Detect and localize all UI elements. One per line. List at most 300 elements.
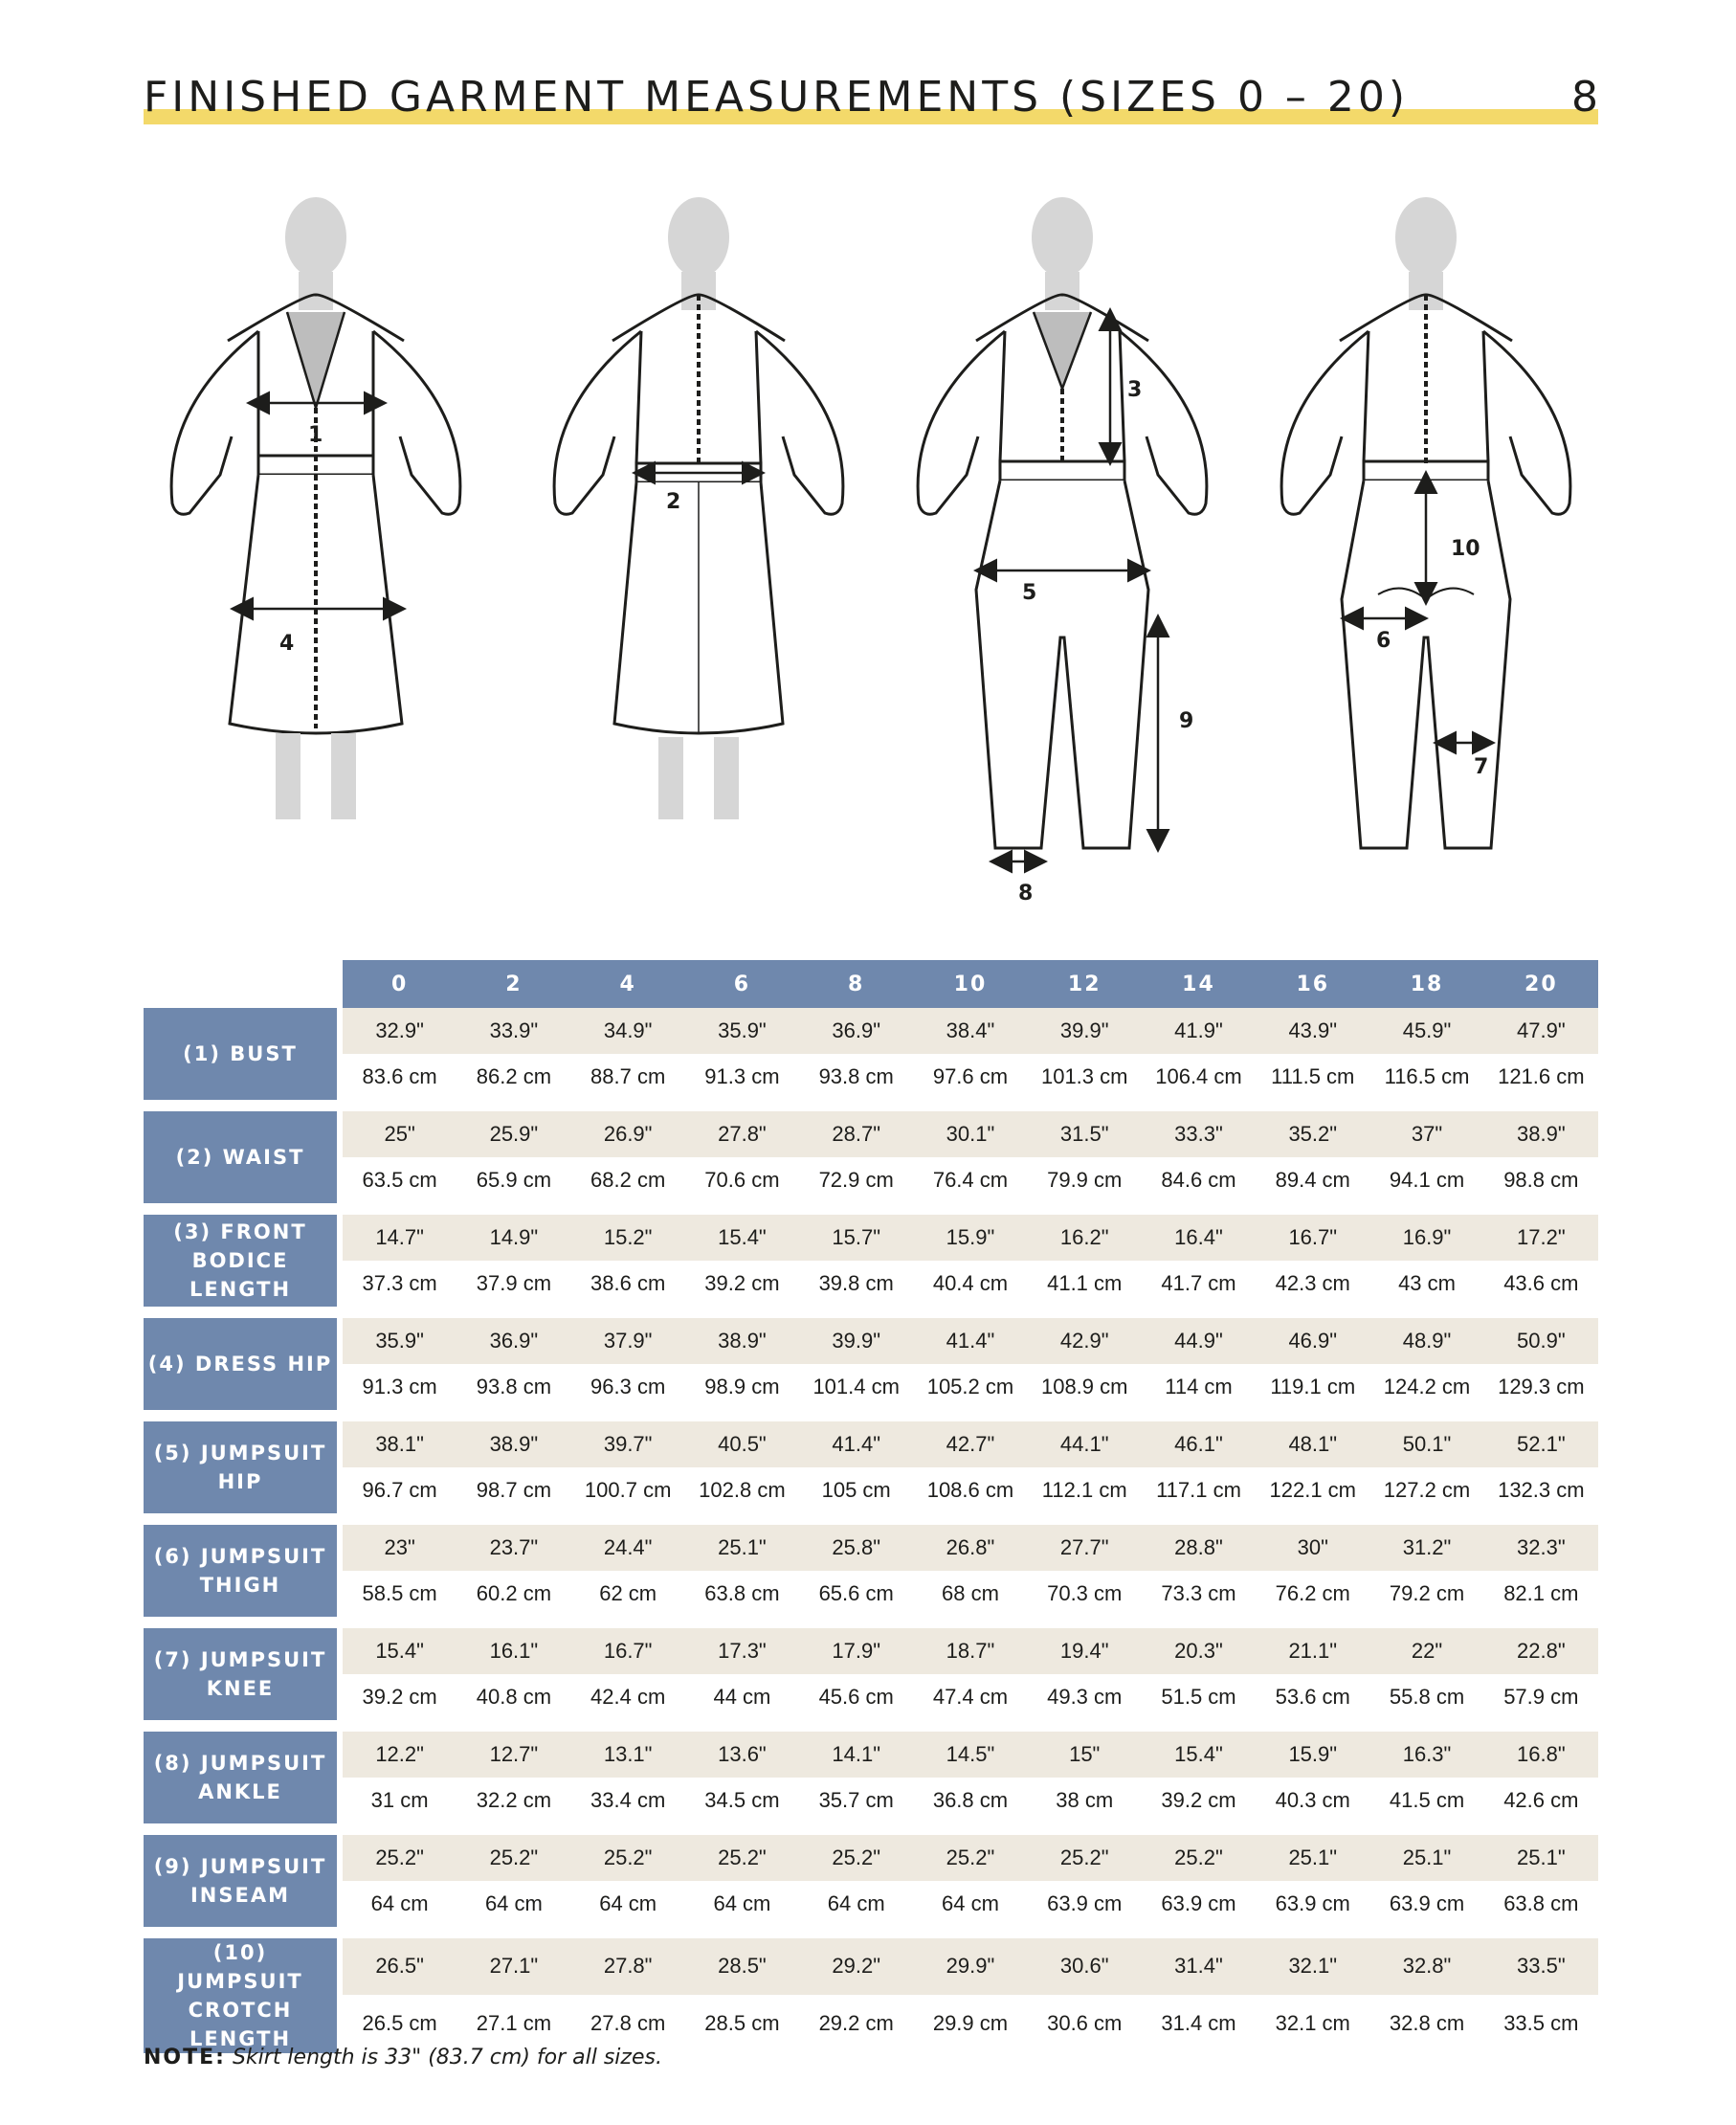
value-inches: 25.1" — [1484, 1835, 1598, 1881]
figure-dress-back — [554, 197, 843, 819]
value-inches: 26.9" — [571, 1111, 685, 1157]
value-cm: 93.8 cm — [799, 1054, 913, 1111]
value-cm: 42.4 cm — [571, 1674, 685, 1732]
value-cm: 119.1 cm — [1256, 1364, 1369, 1421]
footnote — [144, 2046, 662, 2069]
size-header: 6 — [685, 960, 799, 1008]
value-cm: 101.3 cm — [1028, 1054, 1142, 1111]
value-inches: 47.9" — [1484, 1008, 1598, 1054]
value-cm: 63.9 cm — [1256, 1881, 1369, 1938]
value-cm: 117.1 cm — [1142, 1467, 1256, 1525]
table-row-imperial — [144, 1628, 1598, 1674]
value-cm: 132.3 cm — [1484, 1467, 1598, 1525]
value-inches: 17.2" — [1484, 1215, 1598, 1261]
value-cm: 127.2 cm — [1369, 1467, 1483, 1525]
note-label: NOTE: — [144, 2046, 226, 2069]
figure-jumpsuit-front — [918, 197, 1207, 861]
table-row-imperial — [144, 1938, 1598, 1995]
value-cm: 76.2 cm — [1256, 1571, 1369, 1628]
value-inches: 16.7" — [571, 1628, 685, 1674]
value-inches: 24.4" — [571, 1525, 685, 1571]
value-cm: 89.4 cm — [1256, 1157, 1369, 1215]
size-header: 8 — [799, 960, 913, 1008]
value-inches: 36.9" — [799, 1008, 913, 1054]
value-inches: 12.7" — [456, 1732, 570, 1778]
value-inches: 14.5" — [913, 1732, 1027, 1778]
value-inches: 20.3" — [1142, 1628, 1256, 1674]
measurement-label — [144, 1421, 343, 1525]
measurement-table — [144, 960, 1598, 2065]
value-cm: 41.7 cm — [1142, 1261, 1256, 1318]
garment-illustrations — [144, 188, 1598, 915]
size-header-row — [144, 960, 1598, 1008]
value-cm: 94.1 cm — [1369, 1157, 1483, 1215]
value-inches: 50.9" — [1484, 1318, 1598, 1364]
measurement-rows — [144, 1008, 1598, 2065]
table-row-metric — [144, 1364, 1598, 1421]
value-inches: 48.1" — [1256, 1421, 1369, 1467]
measurement-label — [144, 1835, 343, 1938]
table-row-imperial — [144, 1835, 1598, 1881]
note-text: Skirt length is 33" (83.7 cm) for all sizes. — [232, 2046, 662, 2069]
measurement-label-line: LENGTH — [189, 1278, 292, 1301]
value-cm: 40.4 cm — [913, 1261, 1027, 1318]
value-cm: 32.8 cm — [1369, 1995, 1483, 2065]
value-inches: 28.5" — [685, 1938, 799, 1995]
measure-label-9: 9 — [1179, 709, 1194, 733]
value-inches: 32.9" — [343, 1008, 456, 1054]
value-inches: 28.8" — [1142, 1525, 1256, 1571]
value-cm: 40.8 cm — [456, 1674, 570, 1732]
size-header: 10 — [913, 960, 1027, 1008]
value-inches: 25.2" — [571, 1835, 685, 1881]
value-inches: 42.9" — [1028, 1318, 1142, 1364]
value-inches: 25.2" — [913, 1835, 1027, 1881]
size-header: 12 — [1028, 960, 1142, 1008]
value-cm: 112.1 cm — [1028, 1467, 1142, 1525]
value-cm: 64 cm — [343, 1881, 456, 1938]
value-cm: 42.6 cm — [1484, 1778, 1598, 1835]
value-cm: 76.4 cm — [913, 1157, 1027, 1215]
value-inches: 35.9" — [685, 1008, 799, 1054]
value-inches: 27.8" — [685, 1111, 799, 1157]
value-cm: 43.6 cm — [1484, 1261, 1598, 1318]
value-inches: 32.8" — [1369, 1938, 1483, 1995]
value-inches: 12.2" — [343, 1732, 456, 1778]
value-inches: 18.7" — [913, 1628, 1027, 1674]
value-cm: 70.6 cm — [685, 1157, 799, 1215]
measurement-label-line: ANKLE — [198, 1780, 282, 1803]
value-cm: 40.3 cm — [1256, 1778, 1369, 1835]
value-cm: 32.1 cm — [1256, 1995, 1369, 2065]
value-inches: 25" — [343, 1111, 456, 1157]
value-cm: 64 cm — [456, 1881, 570, 1938]
value-inches: 25.2" — [1142, 1835, 1256, 1881]
value-inches: 17.3" — [685, 1628, 799, 1674]
value-inches: 46.1" — [1142, 1421, 1256, 1467]
measurement-label — [144, 1628, 343, 1732]
value-cm: 44 cm — [685, 1674, 799, 1732]
value-inches: 38.9" — [456, 1421, 570, 1467]
value-cm: 79.9 cm — [1028, 1157, 1142, 1215]
value-inches: 16.7" — [1256, 1215, 1369, 1261]
value-inches: 26.8" — [913, 1525, 1027, 1571]
value-cm: 72.9 cm — [799, 1157, 913, 1215]
value-cm: 108.9 cm — [1028, 1364, 1142, 1421]
measurement-label-line: THIGH — [199, 1574, 281, 1597]
value-inches: 25.9" — [456, 1111, 570, 1157]
measurement-label-line: LENGTH — [189, 2027, 292, 2050]
value-cm: 70.3 cm — [1028, 1571, 1142, 1628]
garment-figures-svg — [144, 188, 1598, 915]
value-inches: 15.9" — [913, 1215, 1027, 1261]
measurement-label — [144, 1215, 343, 1318]
value-cm: 62 cm — [571, 1571, 685, 1628]
value-cm: 105.2 cm — [913, 1364, 1027, 1421]
value-cm: 27.8 cm — [571, 1995, 685, 2065]
value-inches: 21.1" — [1256, 1628, 1369, 1674]
measure-label-4: 4 — [279, 632, 295, 656]
value-inches: 42.7" — [913, 1421, 1027, 1467]
value-cm: 28.5 cm — [685, 1995, 799, 2065]
value-inches: 25.2" — [343, 1835, 456, 1881]
value-cm: 29.2 cm — [799, 1995, 913, 2065]
value-cm: 37.9 cm — [456, 1261, 570, 1318]
value-cm: 111.5 cm — [1256, 1054, 1369, 1111]
value-inches: 38.9" — [1484, 1111, 1598, 1157]
table-row-metric — [144, 1778, 1598, 1835]
value-cm: 45.6 cm — [799, 1674, 913, 1732]
table-row-imperial — [144, 1732, 1598, 1778]
table-row-imperial — [144, 1421, 1598, 1467]
value-inches: 30.1" — [913, 1111, 1027, 1157]
value-cm: 41.1 cm — [1028, 1261, 1142, 1318]
value-inches: 52.1" — [1484, 1421, 1598, 1467]
value-inches: 36.9" — [456, 1318, 570, 1364]
value-inches: 41.4" — [799, 1421, 913, 1467]
value-cm: 53.6 cm — [1256, 1674, 1369, 1732]
value-inches: 13.6" — [685, 1732, 799, 1778]
table-row-metric — [144, 1881, 1598, 1938]
value-inches: 45.9" — [1369, 1008, 1483, 1054]
measure-label-7: 7 — [1474, 755, 1489, 779]
measurement-label-line: (2) WAIST — [175, 1146, 305, 1169]
value-cm: 43 cm — [1369, 1261, 1483, 1318]
value-inches: 48.9" — [1369, 1318, 1483, 1364]
value-cm: 97.6 cm — [913, 1054, 1027, 1111]
measure-label-10: 10 — [1451, 537, 1480, 561]
measurement-label — [144, 1525, 343, 1628]
value-cm: 31 cm — [343, 1778, 456, 1835]
value-inches: 25.1" — [685, 1525, 799, 1571]
value-inches: 25.2" — [1028, 1835, 1142, 1881]
value-cm: 63.9 cm — [1369, 1881, 1483, 1938]
measurement-label-line: KNEE — [206, 1677, 275, 1700]
measurement-label-line: CROTCH — [188, 1999, 293, 2022]
value-cm: 98.7 cm — [456, 1467, 570, 1525]
value-cm: 51.5 cm — [1142, 1674, 1256, 1732]
value-inches: 27.8" — [571, 1938, 685, 1995]
value-cm: 39.8 cm — [799, 1261, 913, 1318]
value-inches: 22" — [1369, 1628, 1483, 1674]
value-cm: 31.4 cm — [1142, 1995, 1256, 2065]
value-inches: 38.1" — [343, 1421, 456, 1467]
value-cm: 106.4 cm — [1142, 1054, 1256, 1111]
page-number: 8 — [1571, 73, 1598, 122]
size-header: 18 — [1369, 960, 1483, 1008]
measurement-label-line: (9) JUMPSUIT — [153, 1855, 327, 1878]
value-cm: 57.9 cm — [1484, 1674, 1598, 1732]
value-cm: 29.9 cm — [913, 1995, 1027, 2065]
header-corner — [144, 960, 343, 1008]
value-inches: 15.2" — [571, 1215, 685, 1261]
value-cm: 42.3 cm — [1256, 1261, 1369, 1318]
value-inches: 30.6" — [1028, 1938, 1142, 1995]
value-inches: 41.9" — [1142, 1008, 1256, 1054]
value-inches: 39.9" — [1028, 1008, 1142, 1054]
measurement-label — [144, 1318, 343, 1421]
value-inches: 25.8" — [799, 1525, 913, 1571]
value-inches: 15.9" — [1256, 1732, 1369, 1778]
value-cm: 82.1 cm — [1484, 1571, 1598, 1628]
value-inches: 13.1" — [571, 1732, 685, 1778]
value-inches: 50.1" — [1369, 1421, 1483, 1467]
value-cm: 98.8 cm — [1484, 1157, 1598, 1215]
value-inches: 30" — [1256, 1525, 1369, 1571]
value-cm: 32.2 cm — [456, 1778, 570, 1835]
value-inches: 25.2" — [685, 1835, 799, 1881]
value-inches: 38.4" — [913, 1008, 1027, 1054]
value-cm: 41.5 cm — [1369, 1778, 1483, 1835]
value-cm: 63.5 cm — [343, 1157, 456, 1215]
value-cm: 47.4 cm — [913, 1674, 1027, 1732]
value-cm: 36.8 cm — [913, 1778, 1027, 1835]
value-inches: 43.9" — [1256, 1008, 1369, 1054]
value-cm: 65.9 cm — [456, 1157, 570, 1215]
value-inches: 34.9" — [571, 1008, 685, 1054]
measure-label-5: 5 — [1022, 581, 1037, 605]
measurement-label-line: (3) FRONT — [173, 1220, 307, 1243]
value-cm: 114 cm — [1142, 1364, 1256, 1421]
size-header: 0 — [343, 960, 456, 1008]
value-inches: 22.8" — [1484, 1628, 1598, 1674]
page-header — [144, 71, 1598, 124]
value-cm: 34.5 cm — [685, 1778, 799, 1835]
size-header: 2 — [456, 960, 570, 1008]
value-cm: 58.5 cm — [343, 1571, 456, 1628]
measure-label-6: 6 — [1376, 629, 1391, 653]
value-cm: 39.2 cm — [343, 1674, 456, 1732]
table-row-imperial — [144, 1008, 1598, 1054]
table-row-metric — [144, 1157, 1598, 1215]
measure-label-8: 8 — [1018, 882, 1034, 906]
value-inches: 17.9" — [799, 1628, 913, 1674]
value-cm: 33.4 cm — [571, 1778, 685, 1835]
measurement-label — [144, 1008, 343, 1111]
measure-label-1: 1 — [308, 423, 323, 447]
value-inches: 26.5" — [343, 1938, 456, 1995]
value-cm: 88.7 cm — [571, 1054, 685, 1111]
value-cm: 105 cm — [799, 1467, 913, 1525]
value-inches: 16.4" — [1142, 1215, 1256, 1261]
value-cm: 65.6 cm — [799, 1571, 913, 1628]
value-cm: 91.3 cm — [343, 1364, 456, 1421]
value-cm: 63.9 cm — [1142, 1881, 1256, 1938]
value-cm: 73.3 cm — [1142, 1571, 1256, 1628]
value-inches: 16.9" — [1369, 1215, 1483, 1261]
value-inches: 15.7" — [799, 1215, 913, 1261]
value-cm: 93.8 cm — [456, 1364, 570, 1421]
value-cm: 30.6 cm — [1028, 1995, 1142, 2065]
measure-label-2: 2 — [666, 490, 681, 514]
measurement-label — [144, 1732, 343, 1835]
value-inches: 25.2" — [799, 1835, 913, 1881]
measurement-label-line: (1) BUST — [183, 1042, 298, 1065]
value-cm: 79.2 cm — [1369, 1571, 1483, 1628]
size-header: 16 — [1256, 960, 1369, 1008]
measurement-label-line: (4) DRESS HIP — [147, 1353, 333, 1376]
value-inches: 38.9" — [685, 1318, 799, 1364]
value-inches: 14.9" — [456, 1215, 570, 1261]
measurement-label-line: (7) JUMPSUIT — [153, 1648, 327, 1671]
measurement-label-line: (8) JUMPSUIT — [153, 1752, 327, 1775]
value-inches: 14.7" — [343, 1215, 456, 1261]
value-inches: 25.1" — [1256, 1835, 1369, 1881]
value-inches: 37" — [1369, 1111, 1483, 1157]
value-inches: 39.7" — [571, 1421, 685, 1467]
value-inches: 27.7" — [1028, 1525, 1142, 1571]
value-inches: 27.1" — [456, 1938, 570, 1995]
value-cm: 100.7 cm — [571, 1467, 685, 1525]
value-inches: 15.4" — [343, 1628, 456, 1674]
value-inches: 35.9" — [343, 1318, 456, 1364]
value-inches: 19.4" — [1028, 1628, 1142, 1674]
measurement-label-line: (6) JUMPSUIT — [153, 1545, 327, 1568]
value-cm: 124.2 cm — [1369, 1364, 1483, 1421]
value-cm: 91.3 cm — [685, 1054, 799, 1111]
value-inches: 40.5" — [685, 1421, 799, 1467]
value-cm: 55.8 cm — [1369, 1674, 1483, 1732]
value-cm: 38 cm — [1028, 1778, 1142, 1835]
value-inches: 31.2" — [1369, 1525, 1483, 1571]
measurement-label-line: (10) JUMPSUIT — [177, 1941, 303, 1993]
size-header: 20 — [1484, 960, 1598, 1008]
value-inches: 31.4" — [1142, 1938, 1256, 1995]
table-row-metric — [144, 1674, 1598, 1732]
value-cm: 96.3 cm — [571, 1364, 685, 1421]
value-inches: 33.9" — [456, 1008, 570, 1054]
value-inches: 16.2" — [1028, 1215, 1142, 1261]
figure-dress-front — [171, 197, 460, 819]
value-inches: 32.1" — [1256, 1938, 1369, 1995]
value-cm: 33.5 cm — [1484, 1995, 1598, 2065]
value-inches: 33.5" — [1484, 1938, 1598, 1995]
value-cm: 63.9 cm — [1028, 1881, 1142, 1938]
value-inches: 31.5" — [1028, 1111, 1142, 1157]
value-inches: 29.9" — [913, 1938, 1027, 1995]
value-inches: 28.7" — [799, 1111, 913, 1157]
value-inches: 23.7" — [456, 1525, 570, 1571]
table-row-imperial — [144, 1318, 1598, 1364]
value-inches: 23" — [343, 1525, 456, 1571]
value-cm: 101.4 cm — [799, 1364, 913, 1421]
value-inches: 25.2" — [456, 1835, 570, 1881]
value-cm: 39.2 cm — [1142, 1778, 1256, 1835]
measurement-label — [144, 1111, 343, 1215]
value-cm: 64 cm — [913, 1881, 1027, 1938]
value-cm: 64 cm — [571, 1881, 685, 1938]
value-cm: 108.6 cm — [913, 1467, 1027, 1525]
value-cm: 49.3 cm — [1028, 1674, 1142, 1732]
value-cm: 96.7 cm — [343, 1467, 456, 1525]
value-cm: 121.6 cm — [1484, 1054, 1598, 1111]
value-inches: 15" — [1028, 1732, 1142, 1778]
value-inches: 44.1" — [1028, 1421, 1142, 1467]
value-cm: 86.2 cm — [456, 1054, 570, 1111]
value-inches: 14.1" — [799, 1732, 913, 1778]
value-cm: 60.2 cm — [456, 1571, 570, 1628]
value-inches: 15.4" — [685, 1215, 799, 1261]
value-cm: 35.7 cm — [799, 1778, 913, 1835]
value-inches: 29.2" — [799, 1938, 913, 1995]
value-inches: 16.8" — [1484, 1732, 1598, 1778]
value-inches: 16.3" — [1369, 1732, 1483, 1778]
table-row-imperial — [144, 1111, 1598, 1157]
table-row-metric — [144, 1467, 1598, 1525]
table-row-imperial — [144, 1525, 1598, 1571]
value-inches: 25.1" — [1369, 1835, 1483, 1881]
value-cm: 129.3 cm — [1484, 1364, 1598, 1421]
value-cm: 122.1 cm — [1256, 1467, 1369, 1525]
value-inches: 16.1" — [456, 1628, 570, 1674]
measurement-label-line: BODICE — [191, 1249, 289, 1272]
value-cm: 98.9 cm — [685, 1364, 799, 1421]
size-header: 14 — [1142, 960, 1256, 1008]
value-cm: 116.5 cm — [1369, 1054, 1483, 1111]
figure-jumpsuit-back — [1281, 197, 1570, 848]
value-cm: 64 cm — [799, 1881, 913, 1938]
measurement-label-line: INSEAM — [189, 1884, 290, 1907]
value-inches: 32.3" — [1484, 1525, 1598, 1571]
table-row-metric — [144, 1571, 1598, 1628]
value-cm: 63.8 cm — [685, 1571, 799, 1628]
value-cm: 64 cm — [685, 1881, 799, 1938]
measurement-label-line: HIP — [217, 1470, 263, 1493]
value-inches: 33.3" — [1142, 1111, 1256, 1157]
value-cm: 27.1 cm — [456, 1995, 570, 2065]
value-cm: 68.2 cm — [571, 1157, 685, 1215]
value-inches: 44.9" — [1142, 1318, 1256, 1364]
value-cm: 102.8 cm — [685, 1467, 799, 1525]
value-cm: 83.6 cm — [343, 1054, 456, 1111]
table-row-metric — [144, 1261, 1598, 1318]
value-inches: 39.9" — [799, 1318, 913, 1364]
size-header: 4 — [571, 960, 685, 1008]
value-cm: 26.5 cm — [343, 1995, 456, 2065]
value-cm: 84.6 cm — [1142, 1157, 1256, 1215]
value-cm: 38.6 cm — [571, 1261, 685, 1318]
table-row-metric — [144, 1054, 1598, 1111]
value-inches: 15.4" — [1142, 1732, 1256, 1778]
measurement-label-line: (5) JUMPSUIT — [153, 1442, 327, 1465]
page-title: FINISHED GARMENT MEASUREMENTS (SIZES 0 – 20) — [144, 73, 1410, 122]
value-cm: 63.8 cm — [1484, 1881, 1598, 1938]
value-inches: 35.2" — [1256, 1111, 1369, 1157]
measure-label-3: 3 — [1127, 378, 1143, 402]
table-row-imperial — [144, 1215, 1598, 1261]
value-inches: 46.9" — [1256, 1318, 1369, 1364]
value-cm: 68 cm — [913, 1571, 1027, 1628]
